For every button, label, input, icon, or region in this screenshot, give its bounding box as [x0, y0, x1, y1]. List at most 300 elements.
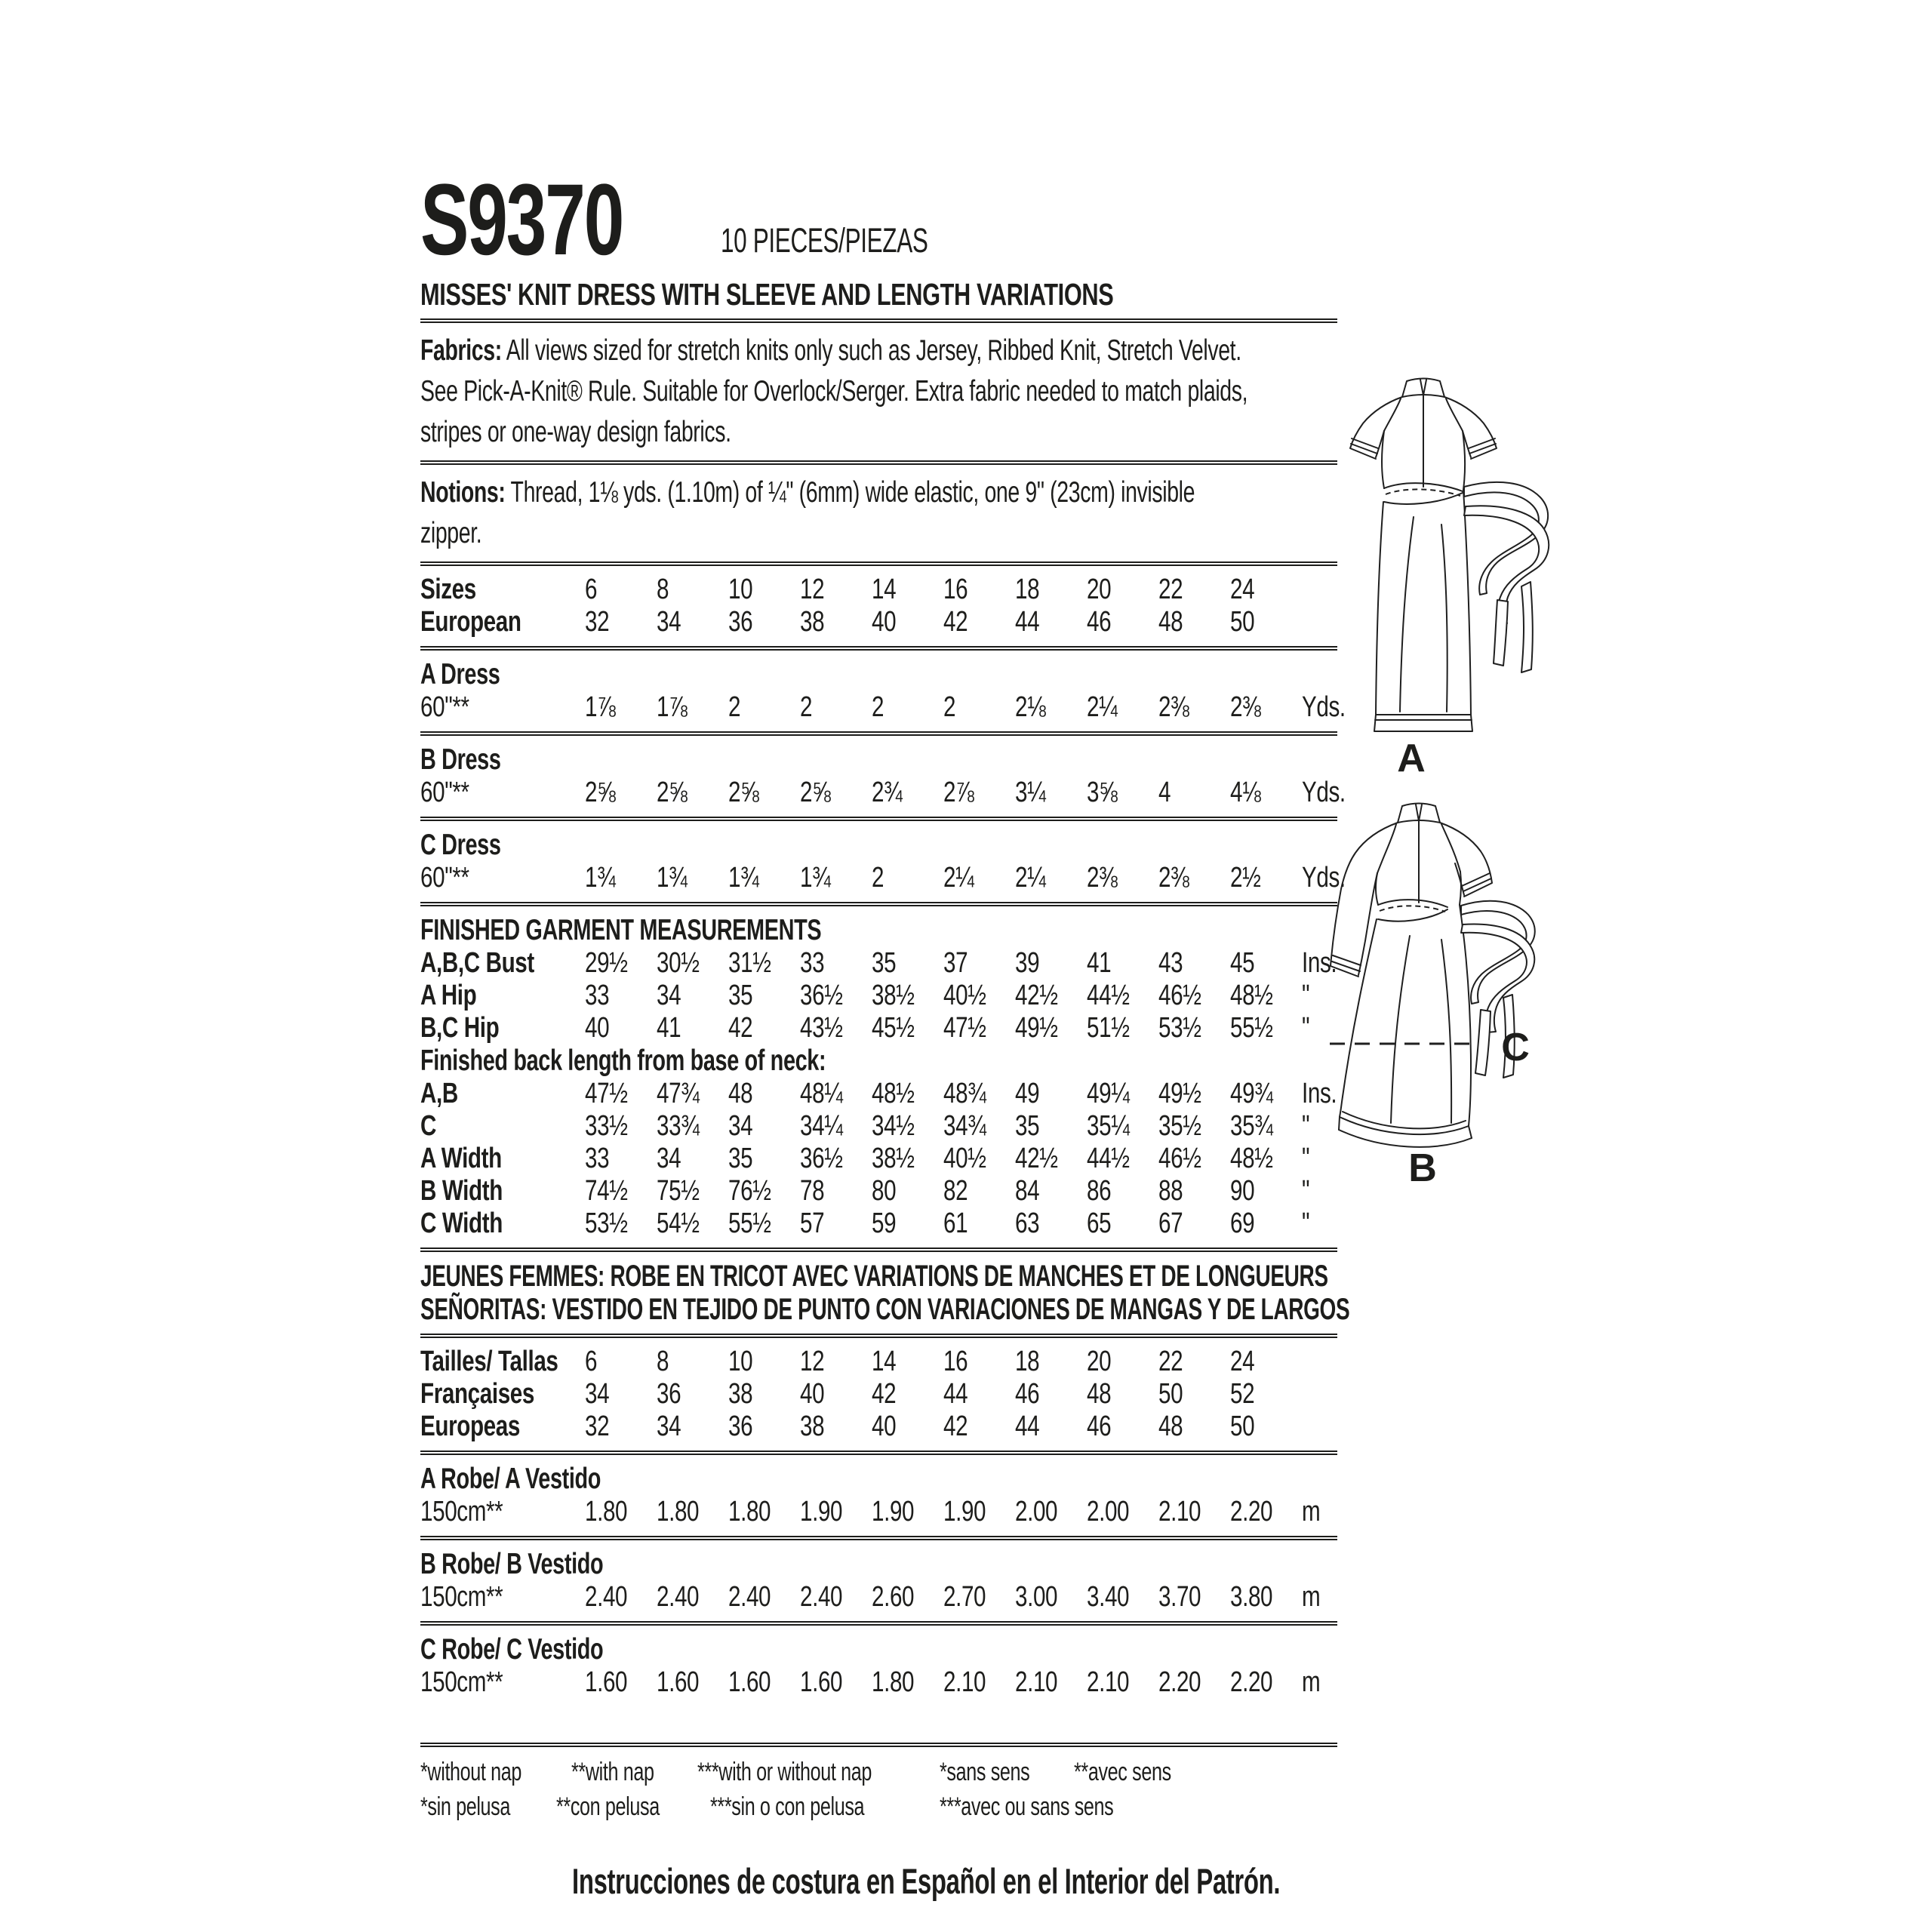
table-cell: 34: [657, 606, 681, 638]
section-label-text: FINISHED GARMENT MEASUREMENTS: [420, 914, 822, 946]
table-cell: 2.10: [1015, 1666, 1058, 1698]
table-cell: 33: [585, 1143, 610, 1174]
row-label: C: [420, 1110, 437, 1142]
table-row: [420, 1378, 1337, 1411]
table-cell: 47½: [585, 1078, 628, 1109]
table-cell: 2.40: [800, 1581, 843, 1613]
unit-label: Yds.: [1302, 862, 1346, 894]
fabrics-line-3: stripes or one-way design fabrics.: [420, 416, 731, 448]
table-cell: 2¼: [943, 862, 974, 894]
content-column: [420, 164, 1350, 1902]
table-cell: 57: [800, 1208, 825, 1239]
title-row: [420, 164, 1337, 276]
table-cell: 50: [1230, 1411, 1255, 1442]
table-cell: 14: [872, 1346, 897, 1377]
table-cell: 2⅝: [585, 777, 616, 808]
table-cell: 1¾: [800, 862, 831, 894]
table-cell: 42: [872, 1378, 897, 1410]
row-label: Europeas: [420, 1411, 520, 1442]
row-label: 60"**: [420, 691, 469, 723]
unit-label: ": [1302, 1110, 1310, 1142]
table-row: [420, 947, 1337, 980]
table-cell: 2: [872, 691, 884, 723]
unit-label: Ins.: [1302, 1078, 1337, 1109]
unit-label: m: [1302, 1666, 1321, 1698]
section-label: [420, 1463, 1337, 1496]
table-cell: 16: [943, 1346, 968, 1377]
table-cell: 2¼: [1087, 691, 1118, 723]
table-cell: 34: [657, 980, 681, 1011]
table-cell: 53½: [585, 1208, 628, 1239]
row-label: 150cm**: [420, 1496, 503, 1527]
table-cell: 2⅝: [728, 777, 759, 808]
table-cell: 78: [800, 1175, 825, 1207]
table-cell: 3.70: [1158, 1581, 1201, 1613]
view-b-label: B: [1408, 1146, 1437, 1190]
measurement-table: [420, 574, 1350, 1699]
view-a-drawing: [1336, 374, 1562, 796]
table-cell: 2¼: [1015, 862, 1046, 894]
table-cell: 45½: [872, 1012, 915, 1044]
unit-label: ": [1302, 1012, 1310, 1044]
table-cell: 2.20: [1230, 1496, 1273, 1527]
row-label: 60"**: [420, 862, 469, 894]
table-cell: 43: [1158, 947, 1183, 979]
table-cell: 10: [728, 574, 753, 605]
table-cell: 90: [1230, 1175, 1255, 1207]
unit-label: ": [1302, 980, 1310, 1011]
section-label-text: A Dress: [420, 658, 500, 691]
table-cell: 18: [1015, 574, 1040, 605]
table-cell: 48½: [1230, 1143, 1273, 1174]
table-cell: 80: [872, 1175, 897, 1207]
table-cell: 49¼: [1087, 1078, 1130, 1109]
row-label: A,B: [420, 1078, 458, 1109]
view-a-label: A: [1397, 737, 1426, 780]
row-label: 150cm**: [420, 1666, 503, 1698]
table-cell: 88: [1158, 1175, 1183, 1207]
language-banner: [420, 1260, 1337, 1293]
table-cell: 2.20: [1230, 1666, 1273, 1698]
table-cell: 33: [800, 947, 825, 979]
table-cell: 49½: [1015, 1012, 1058, 1044]
table-cell: 63: [1015, 1208, 1040, 1239]
unit-label: m: [1302, 1496, 1321, 1527]
row-label: A,B,C Bust: [420, 947, 534, 979]
table-cell: 35½: [1158, 1110, 1201, 1142]
table-cell: 54½: [657, 1208, 700, 1239]
table-cell: 1¾: [728, 862, 759, 894]
view-b-c-drawing: [1321, 800, 1555, 1192]
table-cell: 48: [1087, 1378, 1112, 1410]
table-cell: 55½: [728, 1208, 771, 1239]
table-cell: 1¾: [657, 862, 688, 894]
table-cell: 35¼: [1087, 1110, 1130, 1142]
table-cell: 61: [943, 1208, 968, 1239]
table-cell: 2⅜: [1230, 691, 1261, 723]
table-cell: 3.40: [1087, 1581, 1130, 1613]
fabrics-label: Fabrics:: [420, 334, 502, 367]
table-cell: 36½: [800, 980, 843, 1011]
table-cell: 48: [1158, 1411, 1183, 1442]
section-label-text: JEUNES FEMMES: ROBE EN TRICOT AVEC VARIATIONS DE MANCHES ET DE LONGUEURS: [420, 1259, 1328, 1293]
table-cell: 34: [728, 1110, 753, 1142]
table-cell: 74½: [585, 1175, 628, 1207]
table-cell: 1.60: [657, 1666, 700, 1698]
table-cell: 42: [943, 1411, 968, 1442]
unit-label: ": [1302, 1143, 1310, 1174]
table-cell: 1.60: [800, 1666, 843, 1698]
section-label-text: Finished back length from base of neck:: [420, 1044, 826, 1077]
table-cell: 2.40: [657, 1581, 700, 1613]
fabrics-line-2: See Pick-A-Knit® Rule. Suitable for Overlock/Serger. Extra fabric needed to match plaids,: [420, 375, 1248, 408]
view-b-c-illustration: [1321, 800, 1555, 1192]
table-cell: 38½: [872, 980, 915, 1011]
table-cell: 34¼: [800, 1110, 843, 1142]
table-cell: 1⅞: [585, 691, 616, 723]
table-cell: 40: [872, 606, 897, 638]
table-cell: 69: [1230, 1208, 1255, 1239]
footnote-with-nap: **with nap: [571, 1758, 654, 1786]
view-a-illustration: [1336, 374, 1562, 796]
table-cell: 22: [1158, 574, 1183, 605]
table-cell: 38: [728, 1378, 753, 1410]
table-cell: 52: [1230, 1378, 1255, 1410]
table-cell: 45: [1230, 947, 1255, 979]
table-cell: 36: [728, 1411, 753, 1442]
table-cell: 32: [585, 1411, 610, 1442]
table-cell: 86: [1087, 1175, 1112, 1207]
divider: [420, 1621, 1337, 1626]
section-label-text: B Dress: [420, 743, 501, 776]
table-cell: 2⅝: [657, 777, 688, 808]
table-cell: 46: [1015, 1378, 1040, 1410]
table-cell: 46½: [1158, 980, 1201, 1011]
table-cell: 2.70: [943, 1581, 986, 1613]
table-cell: 44: [1015, 606, 1040, 638]
divider: [420, 731, 1337, 736]
section-label-text: SEÑORITAS: VESTIDO EN TEJIDO DE PUNTO CON VARIACIONES DE MANGAS Y DE LARGOS: [420, 1292, 1350, 1326]
section-label: [420, 829, 1337, 862]
table-cell: 33: [585, 980, 610, 1011]
table-cell: 35: [728, 1143, 753, 1174]
pattern-number: S9370: [420, 164, 623, 276]
table-cell: 4: [1158, 777, 1171, 808]
pattern-headline: MISSES' KNIT DRESS WITH SLEEVE AND LENGTH VARIATIONS: [420, 277, 1114, 312]
table-cell: 2.10: [943, 1666, 986, 1698]
table-cell: 34: [657, 1411, 681, 1442]
table-row: [420, 1411, 1337, 1443]
table-row: [420, 1110, 1337, 1143]
table-cell: 1.80: [657, 1496, 700, 1527]
unit-label: ": [1302, 1208, 1310, 1239]
row-label: European: [420, 606, 521, 638]
divider: [420, 460, 1337, 465]
table-cell: 39: [1015, 947, 1040, 979]
table-cell: 48¾: [943, 1078, 986, 1109]
footnote-with-or-without-nap: ***with or without nap: [697, 1758, 872, 1786]
table-row: [420, 574, 1337, 606]
table-cell: 6: [585, 574, 598, 605]
table-cell: 36½: [800, 1143, 843, 1174]
notions-line-2: zipper.: [420, 517, 482, 549]
divider: [420, 318, 1337, 323]
table-row: [420, 1581, 1337, 1614]
table-cell: 6: [585, 1346, 598, 1377]
view-c-label: C: [1501, 1026, 1530, 1069]
table-cell: 44½: [1087, 980, 1130, 1011]
table-cell: 2: [728, 691, 741, 723]
table-cell: 35¾: [1230, 1110, 1273, 1142]
divider: [420, 902, 1337, 906]
table-cell: 2⅜: [1087, 862, 1118, 894]
table-cell: 10: [728, 1346, 753, 1377]
notions-line-1: Thread, 1⅛ yds. (1.10m) of ¼" (6mm) wide elastic, one 9" (23cm) invisible: [505, 476, 1195, 509]
row-label: 60"**: [420, 777, 469, 808]
notions-label: Notions:: [420, 476, 506, 509]
table-cell: 34½: [872, 1110, 915, 1142]
table-cell: 30½: [657, 947, 700, 979]
pieces-count: 10 PIECES/PIEZAS: [721, 221, 929, 260]
footnote-avec-sens: **avec sens: [1074, 1758, 1172, 1786]
fabrics-line-1: All views sized for stretch knits only such as Jersey, Ribbed Knit, Stretch Velvet.: [501, 334, 1241, 367]
table-cell: 4⅛: [1230, 777, 1261, 808]
row-label: B,C Hip: [420, 1012, 500, 1044]
table-cell: 46½: [1158, 1143, 1201, 1174]
table-cell: 1.90: [943, 1496, 986, 1527]
spanish-instructions-note: Instrucciones de costura en Español en el Interior del Patrón.: [572, 1861, 1281, 1901]
table-cell: 12: [800, 1346, 825, 1377]
table-cell: 35: [1015, 1110, 1040, 1142]
section-label-text: C Robe/ C Vestido: [420, 1633, 604, 1666]
table-row: [420, 1346, 1337, 1378]
table-row: [420, 1078, 1337, 1110]
unit-label: Ins.: [1302, 947, 1337, 979]
table-cell: 49¾: [1230, 1078, 1273, 1109]
table-cell: 2.20: [1158, 1666, 1201, 1698]
table-cell: 55½: [1230, 1012, 1273, 1044]
divider: [420, 1743, 1337, 1747]
table-cell: 2⅞: [943, 777, 974, 808]
footnote-con-pelusa: **con pelusa: [555, 1792, 660, 1821]
table-cell: 40: [872, 1411, 897, 1442]
divider: [420, 646, 1337, 651]
footnotes: [420, 1743, 1337, 1824]
table-row: [420, 606, 1337, 638]
footnote-sans-sens: *sans sens: [940, 1758, 1030, 1786]
table-cell: 3.80: [1230, 1581, 1273, 1613]
table-cell: 82: [943, 1175, 968, 1207]
table-cell: 2.00: [1087, 1496, 1130, 1527]
table-cell: 50: [1158, 1378, 1183, 1410]
table-row: [420, 777, 1346, 809]
table-cell: 1.80: [728, 1496, 771, 1527]
table-cell: 1.80: [872, 1666, 915, 1698]
table-cell: 40: [585, 1012, 610, 1044]
table-cell: 2.60: [872, 1581, 915, 1613]
row-label: A Width: [420, 1143, 502, 1174]
table-cell: 1.90: [872, 1496, 915, 1527]
table-cell: 31½: [728, 947, 771, 979]
footnote-sin-pelusa: *sin pelusa: [420, 1792, 511, 1821]
table-row: [420, 691, 1346, 724]
section-label: [420, 914, 1337, 947]
footnote-without-nap: *without nap: [420, 1758, 522, 1786]
table-cell: 2⅜: [1158, 691, 1189, 723]
table-cell: 48½: [872, 1078, 915, 1109]
table-cell: 46: [1087, 606, 1112, 638]
notions-paragraph: [420, 472, 1337, 554]
table-cell: 44½: [1087, 1143, 1130, 1174]
table-row: [420, 1208, 1337, 1240]
table-cell: 38: [800, 1411, 825, 1442]
table-row: [420, 1143, 1337, 1175]
table-cell: 1.80: [585, 1496, 628, 1527]
footnote-row-2: [420, 1789, 1337, 1824]
footnote-sin-o-con-pelusa: ***sin o con pelusa: [709, 1792, 864, 1821]
row-label: Sizes: [420, 574, 476, 605]
table-cell: 35: [728, 980, 753, 1011]
table-row: [420, 1175, 1337, 1208]
table-cell: 49: [1015, 1078, 1040, 1109]
table-cell: 38: [800, 606, 825, 638]
table-cell: 2: [943, 691, 956, 723]
footnote-avec-ou-sans-sens: ***avec ou sans sens: [940, 1792, 1114, 1821]
section-label: [420, 743, 1337, 777]
table-cell: 34¾: [943, 1110, 986, 1142]
table-cell: 1¾: [585, 862, 616, 894]
table-cell: 2.10: [1158, 1496, 1201, 1527]
table-cell: 44: [1015, 1411, 1040, 1442]
unit-label: ": [1302, 1175, 1310, 1207]
table-cell: 29½: [585, 947, 628, 979]
table-cell: 42: [943, 606, 968, 638]
table-cell: 40: [800, 1378, 825, 1410]
table-cell: 20: [1087, 1346, 1112, 1377]
table-cell: 24: [1230, 1346, 1255, 1377]
divider: [420, 1451, 1337, 1455]
table-cell: 1.60: [728, 1666, 771, 1698]
table-cell: 84: [1015, 1175, 1040, 1207]
table-cell: 2¾: [872, 777, 903, 808]
table-cell: 34: [585, 1378, 610, 1410]
table-cell: 12: [800, 574, 825, 605]
table-row: [420, 862, 1346, 894]
divider: [420, 1536, 1337, 1540]
table-cell: 51½: [1087, 1012, 1130, 1044]
section-label-text: B Robe/ B Vestido: [420, 1548, 604, 1580]
table-cell: 42½: [1015, 1143, 1058, 1174]
unit-label: m: [1302, 1581, 1321, 1613]
unit-label: Yds.: [1302, 691, 1346, 723]
table-cell: 2⅜: [1158, 862, 1189, 894]
section-label-text: C Dress: [420, 829, 501, 861]
table-cell: 37: [943, 947, 968, 979]
section-label: [420, 1044, 1337, 1078]
table-cell: 34: [657, 1143, 681, 1174]
table-cell: 36: [728, 606, 753, 638]
row-label: B Width: [420, 1175, 503, 1207]
table-cell: 48¼: [800, 1078, 843, 1109]
table-cell: 18: [1015, 1346, 1040, 1377]
table-cell: 59: [872, 1208, 897, 1239]
table-cell: 3⅝: [1087, 777, 1118, 808]
table-cell: 16: [943, 574, 968, 605]
table-cell: 14: [872, 574, 897, 605]
table-cell: 33½: [585, 1110, 628, 1142]
divider: [420, 561, 1337, 566]
table-cell: 76½: [728, 1175, 771, 1207]
table-cell: 40½: [943, 980, 986, 1011]
table-cell: 65: [1087, 1208, 1112, 1239]
section-label-text: A Robe/ A Vestido: [420, 1463, 601, 1495]
row-label: A Hip: [420, 980, 477, 1011]
table-cell: 47¾: [657, 1078, 700, 1109]
table-row: [420, 1012, 1337, 1044]
table-cell: 24: [1230, 574, 1255, 605]
table-row: [420, 980, 1337, 1012]
table-cell: 2.10: [1087, 1666, 1130, 1698]
table-cell: 32: [585, 606, 610, 638]
table-cell: 36: [657, 1378, 681, 1410]
divider: [420, 1334, 1337, 1338]
row-label: Françaises: [420, 1378, 534, 1410]
unit-label: Yds.: [1302, 777, 1346, 808]
table-cell: 35: [872, 947, 897, 979]
table-cell: 2.40: [585, 1581, 628, 1613]
table-cell: 43½: [800, 1012, 843, 1044]
divider: [420, 817, 1337, 821]
table-cell: 48: [728, 1078, 753, 1109]
fabrics-paragraph: [420, 331, 1337, 453]
row-label: 150cm**: [420, 1581, 503, 1613]
table-cell: 3¼: [1015, 777, 1046, 808]
table-cell: 20: [1087, 574, 1112, 605]
table-cell: 1⅞: [657, 691, 688, 723]
table-cell: 22: [1158, 1346, 1183, 1377]
table-cell: 67: [1158, 1208, 1183, 1239]
table-row: [420, 1666, 1337, 1699]
table-cell: 2.40: [728, 1581, 771, 1613]
table-cell: 50: [1230, 606, 1255, 638]
table-cell: 2: [872, 862, 884, 894]
row-label: C Width: [420, 1208, 503, 1239]
table-cell: 48½: [1230, 980, 1273, 1011]
divider: [420, 1247, 1337, 1252]
section-label: [420, 1548, 1337, 1581]
table-cell: 2⅝: [800, 777, 831, 808]
table-cell: 8: [657, 1346, 669, 1377]
table-cell: 33¾: [657, 1110, 700, 1142]
table-cell: 2.00: [1015, 1496, 1058, 1527]
table-cell: 3.00: [1015, 1581, 1058, 1613]
table-cell: 41: [657, 1012, 681, 1044]
table-cell: 2⅛: [1015, 691, 1046, 723]
table-cell: 40½: [943, 1143, 986, 1174]
table-cell: 2½: [1230, 862, 1261, 894]
row-label: Tailles/ Tallas: [420, 1346, 558, 1377]
table-cell: 1.60: [585, 1666, 628, 1698]
table-cell: 41: [1087, 947, 1112, 979]
table-cell: 48: [1158, 606, 1183, 638]
table-cell: 38½: [872, 1143, 915, 1174]
table-cell: 42½: [1015, 980, 1058, 1011]
table-cell: 42: [728, 1012, 753, 1044]
table-cell: 8: [657, 574, 669, 605]
table-cell: 75½: [657, 1175, 700, 1207]
table-row: [420, 1496, 1337, 1528]
table-cell: 1.90: [800, 1496, 843, 1527]
